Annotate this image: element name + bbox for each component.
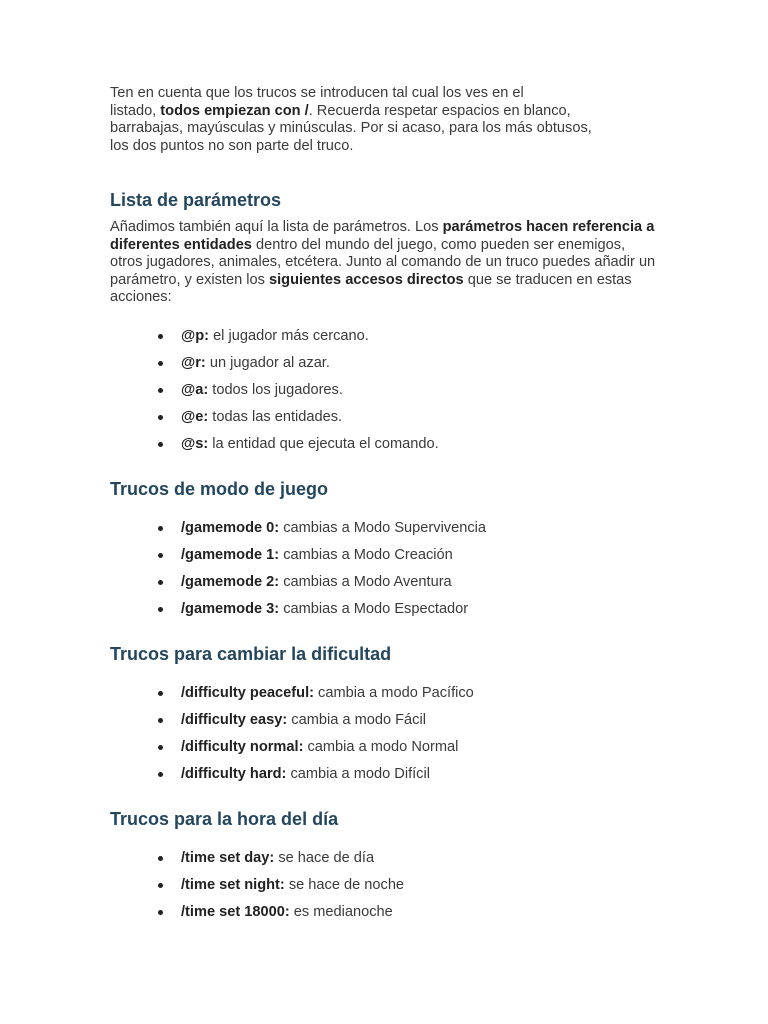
list-item [110,350,658,377]
item-code: /difficulty easy: [181,711,288,728]
item-code: /time set 18000: [181,903,290,920]
heading-hora-dia: Trucos para la hora del día [110,808,339,829]
bullet-icon [158,553,163,558]
bullet-icon [158,883,163,888]
item-desc: se hace de día [274,849,375,866]
item-code: @p: [181,327,210,344]
parametros-text-mid: dentro del mundo del juego, como pueden ser enemigos, otros jugadores, animales, etcétera. Junto al comando de un truco puedes añadir un parámetro, y existen los [110,236,656,288]
item-desc: cambias a Modo Supervivencia [279,519,486,536]
item-code: @s: [181,435,209,452]
heading-modo-juego: Trucos de modo de juego [110,478,329,499]
item-code: /difficulty hard: [181,765,287,782]
bullet-icon [158,745,163,750]
intro-line-2-post: . Recuerda respetar espacios en blanco, [308,102,571,119]
intro-line-3: barrabajas, mayúsculas y minúsculas. Por si acaso, para los más obtusos, [110,120,592,136]
item-code: /difficulty peaceful: [181,684,314,701]
item-code: @a: [181,381,209,398]
intro-line-2-pre: listado, [110,102,161,119]
bullet-icon [158,856,163,861]
item-desc: un jugador al azar. [205,354,330,371]
item-code: /gamemode 1: [181,546,280,563]
item-code: /gamemode 3: [181,600,280,617]
item-desc: se hace de noche [284,876,405,893]
item-code: /time set night: [181,876,285,893]
bullet-icon [158,334,163,339]
hora-list [110,845,658,926]
bullet-icon [158,607,163,612]
item-code: /gamemode 0: [181,519,280,536]
bullet-icon [158,388,163,393]
item-desc: es medianoche [289,903,393,920]
list-item [110,596,658,623]
intro-line-2-bold: todos empiezan con / [160,102,309,119]
parametros-text-pre: Añadimos también aquí la lista de parámetros. Los [110,219,443,235]
item-code: @e: [181,408,209,425]
item-code: /gamemode 2: [181,573,280,590]
item-code: @r: [181,354,206,371]
bullet-icon [158,772,163,777]
heading-dificultad: Trucos para cambiar la dificultad [110,643,392,664]
list-item [110,377,658,404]
item-desc: cambias a Modo Creación [279,546,453,563]
article-content [110,85,658,926]
list-item [110,542,658,569]
bullet-icon [158,718,163,723]
list-item [110,431,658,458]
list-item [110,872,658,899]
item-code: /time set day: [181,849,275,866]
list-item [110,323,658,350]
list-item [110,899,658,926]
list-item [110,515,658,542]
item-desc: cambia a modo Difícil [286,765,430,782]
item-desc: todos los jugadores. [208,381,343,398]
parametros-text-post: que se traducen en estas acciones: [110,271,632,305]
gamemode-list [110,515,658,623]
list-item [110,845,658,872]
bullet-icon [158,442,163,447]
list-item [110,680,658,707]
item-desc: cambia a modo Fácil [287,711,426,728]
list-item [110,569,658,596]
bullet-icon [158,910,163,915]
dificultad-list [110,680,658,788]
item-desc: cambia a modo Normal [303,738,459,755]
item-desc: cambias a Modo Aventura [279,573,452,590]
item-desc: todas las entidades. [208,408,343,425]
heading-lista-parametros: Lista de parámetros [110,190,282,210]
bullet-icon [158,580,163,585]
list-item [110,404,658,431]
intro-line-1: Ten en cuenta que los trucos se introducen tal cual los ves en el [110,85,524,101]
item-desc: cambias a Modo Espectador [279,600,469,617]
parametros-bold-2: siguientes accesos directos [268,271,464,288]
list-item [110,734,658,761]
list-item [110,707,658,734]
item-desc: cambia a modo Pacífico [313,684,474,701]
intro-line-4: los dos puntos no son parte del truco. [110,137,354,154]
parametros-paragraph [110,219,658,307]
bullet-icon [158,526,163,531]
intro-paragraph [110,85,658,155]
bullet-icon [158,361,163,366]
bullet-icon [158,691,163,696]
list-item [110,761,658,788]
item-desc: el jugador más cercano. [209,327,369,344]
parametros-list [110,323,658,458]
bullet-icon [158,415,163,420]
parametros-bold-1: parámetros hacen referencia a diferentes entidades [110,219,655,253]
item-code: /difficulty normal: [181,738,304,755]
item-desc: la entidad que ejecuta el comando. [208,435,439,452]
